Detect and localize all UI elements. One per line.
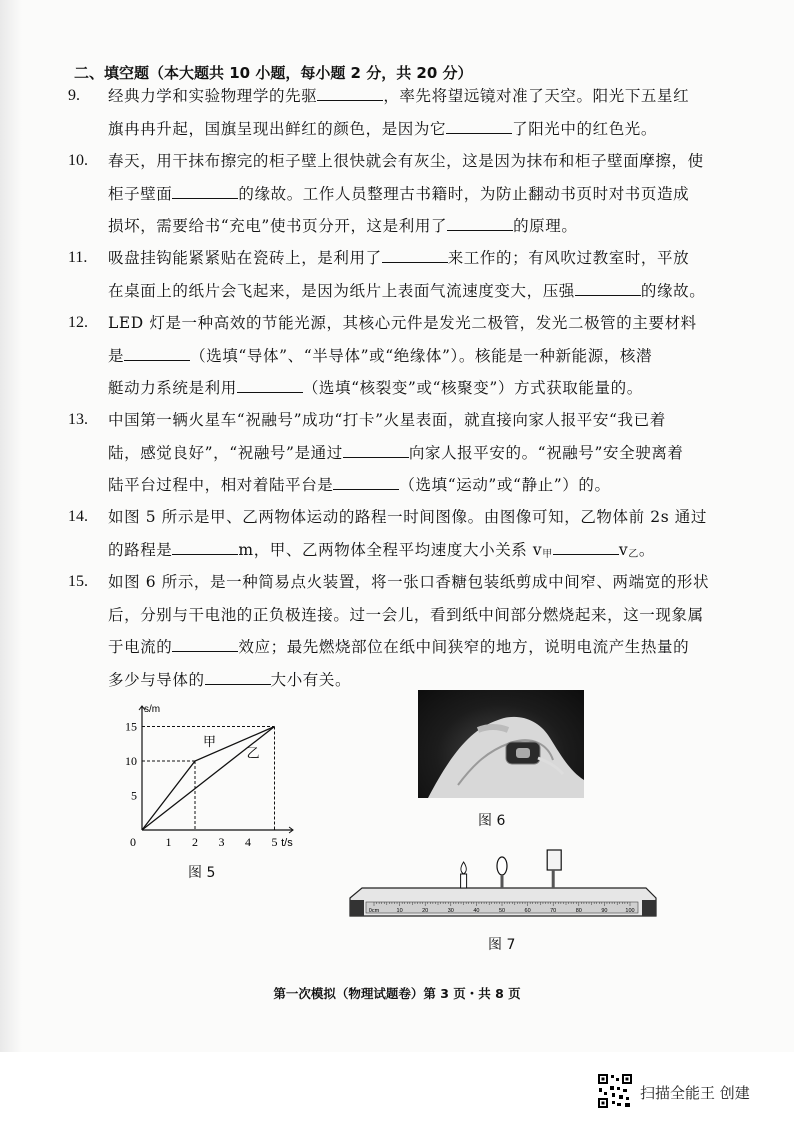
question-line <box>68 307 768 340</box>
question-text: 如图 6 所示，是一种简易点火装置，将一张口香糖包装纸剪成中间窄、两端宽的形状 <box>108 573 710 591</box>
answer-blank[interactable] <box>382 246 448 263</box>
question-line <box>68 340 768 373</box>
question-text: 的原理。 <box>513 217 578 235</box>
question-text: 向家人报平安的。“祝融号”安全驶离着 <box>408 443 684 462</box>
question-line <box>68 501 768 534</box>
x-tick-label: 1 <box>165 835 172 849</box>
question-number: 15. <box>68 573 88 590</box>
question-text: ，率先将望远镜对准了天空。阳光下五星红 <box>383 87 690 105</box>
answer-blank[interactable] <box>553 538 619 555</box>
x-tick-label: 3 <box>218 835 225 849</box>
question-text: 经典力学和实验物理学的先驱 <box>108 87 318 105</box>
question-line <box>68 80 768 113</box>
answer-blank[interactable] <box>172 182 238 199</box>
x-tick-label: 2 <box>192 835 198 849</box>
convex-lens-icon <box>497 857 507 875</box>
question-text: 吸盘挂钩能紧紧贴在瓷砖上，是利用了 <box>108 249 382 267</box>
question-15 <box>68 566 768 696</box>
y-tick-label: 15 <box>125 719 137 734</box>
question-line <box>68 372 768 405</box>
question-line <box>68 566 768 599</box>
question-text: LED 灯是一种高效的节能光源，其核心元件是发光二极管，发光二极管的主要材料 <box>108 314 697 332</box>
question-text: 中国第一辆火星车“祝融号”成功“打卡”火星表面，就直接向家人报平安“我已着 <box>108 411 666 429</box>
question-text: 在桌面上的纸片会飞起来，是因为纸片上表面气流速度变大，压强 <box>108 281 575 300</box>
question-line <box>68 145 768 178</box>
question-text: m，甲、乙两物体全程平均速度大小关系 v <box>238 540 543 559</box>
figure-6-photo <box>418 690 584 798</box>
question-14 <box>68 501 768 571</box>
question-text: 旗冉冉升起，国旗呈现出鲜红的颜色，是因为它 <box>108 119 447 138</box>
question-line <box>68 469 768 502</box>
question-line <box>68 404 768 437</box>
question-line <box>68 275 768 308</box>
question-number: 10. <box>68 152 88 169</box>
candle-body <box>461 874 467 888</box>
scanner-watermark: 扫描全能王 创建 <box>640 1084 750 1102</box>
qr-code-icon <box>597 1073 633 1109</box>
question-9 <box>68 80 768 145</box>
ruler-mark-label: 70 <box>550 908 557 914</box>
screen-stand <box>552 870 555 888</box>
question-line <box>68 113 768 146</box>
question-10 <box>68 145 768 243</box>
ruler-mark-label: 10 <box>396 908 403 914</box>
question-text: 艇动力系统是利用 <box>108 379 237 397</box>
question-text: 陆，感觉良好”，“祝融号”是通过 <box>108 443 343 462</box>
question-line <box>68 178 768 211</box>
question-number: 14. <box>68 508 88 525</box>
velocity-subscript: 乙 <box>628 548 639 560</box>
figure-7-label: 图 7 <box>488 937 516 953</box>
ruler-mark-label: 20 <box>422 908 429 914</box>
ruler-mark-label: 40 <box>473 908 480 914</box>
velocity-subscript: 甲 <box>542 548 553 560</box>
page-footer: 第一次模拟（物理试题卷）第 3 页・共 8 页 <box>273 986 521 1001</box>
question-line <box>68 437 768 470</box>
question-number: 12. <box>68 314 88 331</box>
ruler-mark-label: 50 <box>498 908 506 914</box>
question-text: 于电流的 <box>108 638 173 656</box>
question-text: 大小有关。 <box>270 670 352 689</box>
question-text: 的路程是 <box>108 540 173 559</box>
question-text: 来工作的；有风吹过教室时，平放 <box>447 249 690 267</box>
ruler-mark-label: 90 <box>601 908 608 914</box>
question-text: 了阳光中的红色光。 <box>512 119 658 138</box>
figure-5-label: 图 5 <box>188 865 216 881</box>
question-text: （选填“运动”或“静止”）的。 <box>399 476 611 494</box>
answer-blank[interactable] <box>237 376 303 393</box>
question-text: （选填“导体”、“半导体”或“绝缘体”）。核能是一种新能源，核潜 <box>190 346 653 365</box>
answer-blank[interactable] <box>446 117 512 134</box>
ruler-mark-label: 80 <box>575 908 582 914</box>
question-text: 损坏，需要给书“充电”使书页分开，这是利用了 <box>108 217 448 235</box>
ruler-mark-label: 30 <box>447 908 454 914</box>
answer-blank[interactable] <box>447 214 513 231</box>
ruler-mark-label: 100 <box>625 908 635 914</box>
question-number: 11. <box>68 249 88 266</box>
origin-label: 0 <box>130 835 136 849</box>
answer-blank[interactable] <box>317 84 383 101</box>
lens-stand <box>501 875 504 888</box>
hand-battery-illustration <box>418 690 584 798</box>
question-text: 如图 5 所示是甲、乙两物体运动的路程一时间图像。由图像可知，乙物体前 2s 通过 <box>108 508 707 526</box>
x-axis-label: t/s <box>281 837 293 849</box>
question-text: （选填“核裂变”或“核聚变”）方式获取能量的。 <box>302 379 643 397</box>
ruler-mark-label: 60 <box>524 908 531 914</box>
question-13 <box>68 404 768 502</box>
figure-6-label: 图 6 <box>478 813 506 829</box>
question-text: 的缘故。 <box>640 281 706 300</box>
x-tick-label: 5 <box>271 835 278 849</box>
question-text: 的缘故。工作人员整理古书籍时，为防止翻动书页时对书页造成 <box>238 184 690 203</box>
answer-blank[interactable] <box>205 668 271 685</box>
figure-7-optical-bench <box>348 848 658 934</box>
candle-flame-icon <box>461 862 466 874</box>
question-text: 柜子壁面 <box>108 184 173 203</box>
question-text: 多少与导体的 <box>108 670 205 689</box>
y-axis-label: s/m <box>144 704 161 715</box>
bench-end-right <box>642 900 656 916</box>
question-line <box>68 631 768 664</box>
question-text: 是 <box>108 346 125 365</box>
question-line <box>68 210 768 243</box>
y-tick-label: 5 <box>131 788 137 803</box>
question-text: 春天，用干抹布擦完的柜子壁上很快就会有灰尘，这是因为抹布和柜子壁面摩擦，使 <box>108 152 704 170</box>
question-text: 效应；最先燃烧部位在纸中间狭窄的地方，说明电流产生热量的 <box>238 638 690 656</box>
answer-blank[interactable] <box>172 538 238 555</box>
answer-blank[interactable] <box>333 473 399 490</box>
question-number: 13. <box>68 411 88 428</box>
answer-blank[interactable] <box>343 441 409 458</box>
question-11 <box>68 242 768 307</box>
bench-end-left <box>350 900 364 916</box>
answer-blank[interactable] <box>575 279 641 296</box>
series-label-jia: 甲 <box>202 734 216 750</box>
question-text: 。 <box>638 540 655 559</box>
answer-blank[interactable] <box>172 635 238 652</box>
ruler-mark-label: 0cm <box>368 908 380 914</box>
figure-5-chart <box>120 700 320 890</box>
question-text: v <box>618 540 629 559</box>
question-number: 9. <box>68 87 80 104</box>
section-title: 二、填空题（本大题共 10 小题，每小题 2 分，共 20 分） <box>74 64 473 82</box>
question-text: 陆平台过程中，相对着陆平台是 <box>108 476 334 494</box>
x-tick-label: 4 <box>245 835 251 849</box>
question-text: 后，分别与干电池的正负极连接。过一会儿，看到纸中间部分燃烧起来，这一现象属 <box>108 605 704 624</box>
question-line <box>68 242 768 275</box>
series-label-yi: 乙 <box>246 746 260 762</box>
question-line <box>68 599 768 632</box>
scan-shadow <box>0 0 22 1060</box>
answer-blank[interactable] <box>124 344 190 361</box>
question-12 <box>68 307 768 405</box>
screen-icon <box>547 850 561 870</box>
y-tick-label: 10 <box>125 754 137 768</box>
